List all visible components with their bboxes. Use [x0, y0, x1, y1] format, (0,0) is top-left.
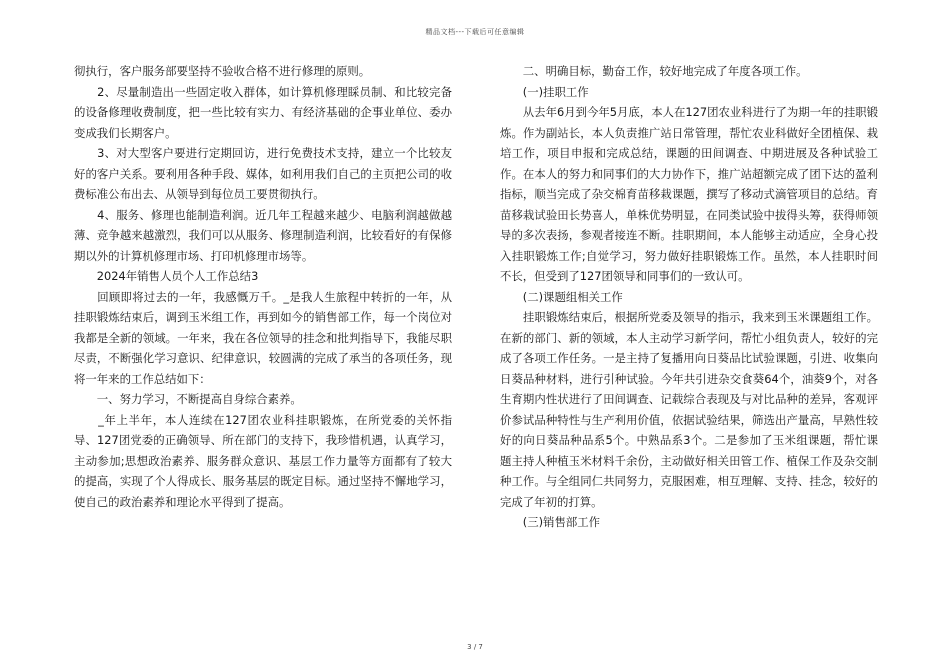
paragraph: 从去年6月到今年5月底，本人在127团农业科进行了为期一年的挂职锻炼。作为副站长，本人负责推广站日常管理，帮忙农业科做好全团植保、栽培工作，项目申报和完成总结，课题的田间调查、中期进展及各种试验工作。在本人的努力和同事们的大力协作下，推广站超额完成了团下达的盈利指标，顺当完成了杂交棉育苗移栽课题，撰写了移动式滴管项目的总结。育苗移栽试验田长势喜人，单株优势明显，在同类试验中拔得头筹，获得师领导的多次表扬，参观者接连不断。挂职期间，本人能够主动适应，全身心投入挂职锻炼工作;自觉学习，努力做好挂职锻炼工作。虽然，本人挂职时间不长，但受到了127团领导和同事们的一致认可。	[500, 105, 878, 283]
paragraph: 3、对大型客户要进行定期回访，进行免费技术支持，建立一个比较友好的客户关系。要利用各种手段、媒体，如利用我们自己的主页把公司的收费标准公布出去、从领导到每位员工要贯彻执行。	[74, 146, 452, 201]
left-column	[74, 61, 452, 512]
subsection-heading: (一)挂职工作	[500, 84, 589, 99]
paragraph: _年上半年，本人连续在127团农业科挂职锻炼，在所党委的关怀指导、127团党委的正确领导、所在部门的支持下，我珍惜机遇，认真学习，主动参加;思想政治素养、服务群众意识、基层工作力量等方面都有了较大的提高，实现了个人得成长、服务基层的既定目标。通过坚持不懈地学习，使自己的政治素养和理论水平得到了提高。	[74, 412, 452, 509]
section-title: 2024年销售人员个人工作总结3	[74, 269, 259, 283]
header-note: 精品文档---下载后可任意编辑	[425, 28, 525, 36]
paragraph: 挂职锻炼结束后，根据所党委及领导的指示，我来到玉米课题组工作。在新的部门、新的领域，本人主动学习新学问，帮忙小组负责人，较好的完成了各项工作任务。一是主持了复播用向日葵品比试验课题，引进、收集向日葵品种材料，进行引种试验。今年共引进杂交食葵64个，油葵9个，对各生育期内性状进行了田间调查、记载综合表现及与对比品种的差异，客观评价参试品种特性与生产利用价值，依据试验结果，筛选出产量高，早熟性较好的向日葵品种品系5个。中熟品系3个。二是参加了玉米组课题，帮忙课题主持人种植玉米材料千余份，主动做好相关田管工作、植保工作及杂交制种工作。与全组同仁共同努力，克服困难，相互理解、支持、挂念，较好的完成了年初的打算。	[500, 310, 878, 509]
subsection-heading: (二)课题组相关工作	[500, 289, 623, 304]
paragraph: 2、尽量制造出一些固定收入群体，如计算机修理睬员制、和比较完备的设备修理收费制度，把一些比较有实力、有经济基础的企事业单位、委办变成我们长期客户。	[74, 84, 452, 140]
right-column	[500, 61, 878, 533]
section-heading: 一、努力学习，不断提高自身综合素养。	[74, 392, 302, 406]
paragraph: 彻执行，客户服务部要坚持不验收合格不进行修理的原则。	[74, 64, 371, 78]
section-heading: 二、明确目标，勤奋工作，较好地完成了年度各项工作。	[500, 64, 808, 78]
subsection-heading: (三)销售部工作	[500, 515, 601, 529]
paragraph: 回顾即将过去的一年，我感慨万千。_是我人生旅程中转折的一年，从挂职锻炼结束后，调到玉米组工作，再到如今的销售部工作，每一个岗位对我都是全新的领域。一年来，我在各位领导的挂念和批判指导下，我能尽职尽责，不断强化学习意识、纪律意识，较圆满的完成了承当的各项任务，现将一年来的工作总结如下：	[74, 289, 452, 386]
page-number: 3 / 7	[467, 643, 483, 651]
paragraph: 4、服务、修理也能制造利润。近几年工程越来越少、电脑利润越做越薄、竞争越来越激烈，我们可以从服务、修理制造利润，比较看好的有保修期以外的计算机修理市场、打印机修理市场等。	[74, 207, 452, 263]
